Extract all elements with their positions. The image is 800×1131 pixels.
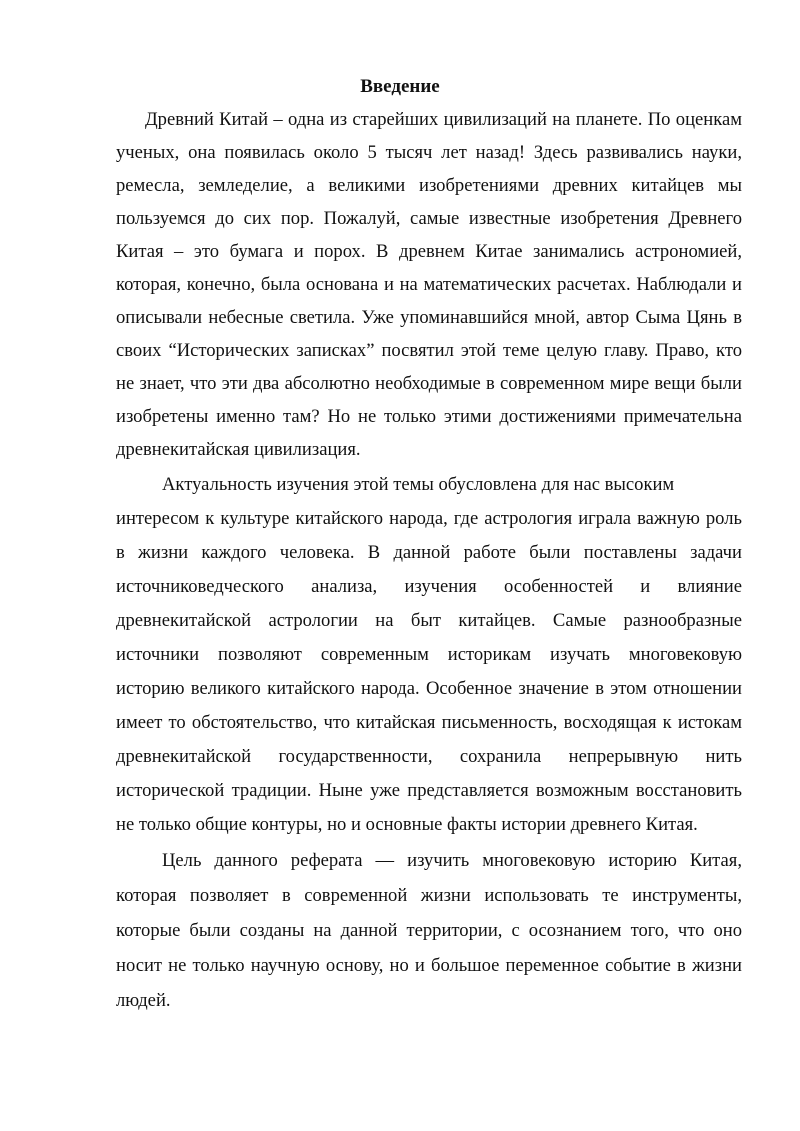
paragraph-2-line-8: имеет то обстоятельство, что китайская письменность, восходящая к истокам — [116, 712, 742, 733]
paragraph-2-line-2: интересом к культуре китайского народа, где астрология играла важную роль — [116, 508, 742, 529]
paragraph-1-line-11: древнекитайская цивилизация. — [116, 439, 361, 460]
paragraph-1-line-8: своих “Исторических записках” посвятил этой теме целую главу. Право, кто — [116, 340, 742, 361]
paragraph-1-line-9: не знает, что эти два абсолютно необходимые в современном мире вещи были — [116, 373, 742, 394]
paragraph-1-line-1: Древний Китай – одна из старейших цивилизаций на планете. По оценкам — [145, 109, 742, 130]
paragraph-2-line-1: Актуальность изучения этой темы обусловлена для нас высоким — [162, 474, 675, 495]
paragraph-2-line-9: древнекитайской государственности, сохранила непрерывную нить — [116, 746, 742, 767]
paragraph-1-line-4: пользуемся до сих пор. Пожалуй, самые известные изобретения Древнего — [116, 208, 742, 229]
paragraph-2-line-6: источники позволяют современным историкам изучать многовековую — [116, 644, 742, 665]
paragraph-3-line-2: которая позволяет в современной жизни использовать те инструменты, — [116, 885, 742, 906]
paragraph-1-line-10: изобретены именно там? Но не только этими достижениями примечательна — [116, 406, 742, 427]
paragraph-2-line-10: исторической традиции. Ныне уже представляется возможным восстановить — [116, 780, 742, 801]
paragraph-1-line-5: Китая – это бумага и порох. В древнем Китае занимались астрономией, — [116, 241, 742, 262]
paragraph-1-line-3: ремесла, земледелие, а великими изобретениями древних китайцев мы — [116, 175, 742, 196]
paragraph-3-line-3: которые были созданы на данной территории, с осознанием того, что оно — [116, 920, 742, 941]
paragraph-2-line-3: в жизни каждого человека. В данной работе были поставлены задачи — [116, 542, 742, 563]
paragraph-3-line-1: Цель данного реферата — изучить многовековую историю Китая, — [162, 850, 742, 871]
page-title: Введение — [360, 76, 440, 97]
paragraph-2-line-4: источниковедческого анализа, изучения особенностей и влияние — [116, 576, 742, 597]
paragraph-3-line-4: носит не только научную основу, но и большое переменное событие в жизни — [116, 955, 742, 976]
paragraph-1-line-6: которая, конечно, была основана и на математических расчетах. Наблюдали и — [116, 274, 742, 295]
paragraph-3-line-5: людей. — [116, 990, 171, 1011]
paragraph-2-line-5: древнекитайской астрологии на быт китайцев. Самые разнообразные — [116, 610, 742, 631]
paragraph-2-line-7: историю великого китайского народа. Особенное значение в этом отношении — [116, 678, 742, 699]
paragraph-1-line-7: описывали небесные светила. Уже упоминавшийся мной, автор Сыма Цянь в — [116, 307, 742, 328]
paragraph-2-line-11: не только общие контуры, но и основные факты истории древнего Китая. — [116, 814, 698, 835]
paragraph-1-line-2: ученых, она появилась около 5 тысяч лет назад! Здесь развивались науки, — [116, 142, 742, 163]
